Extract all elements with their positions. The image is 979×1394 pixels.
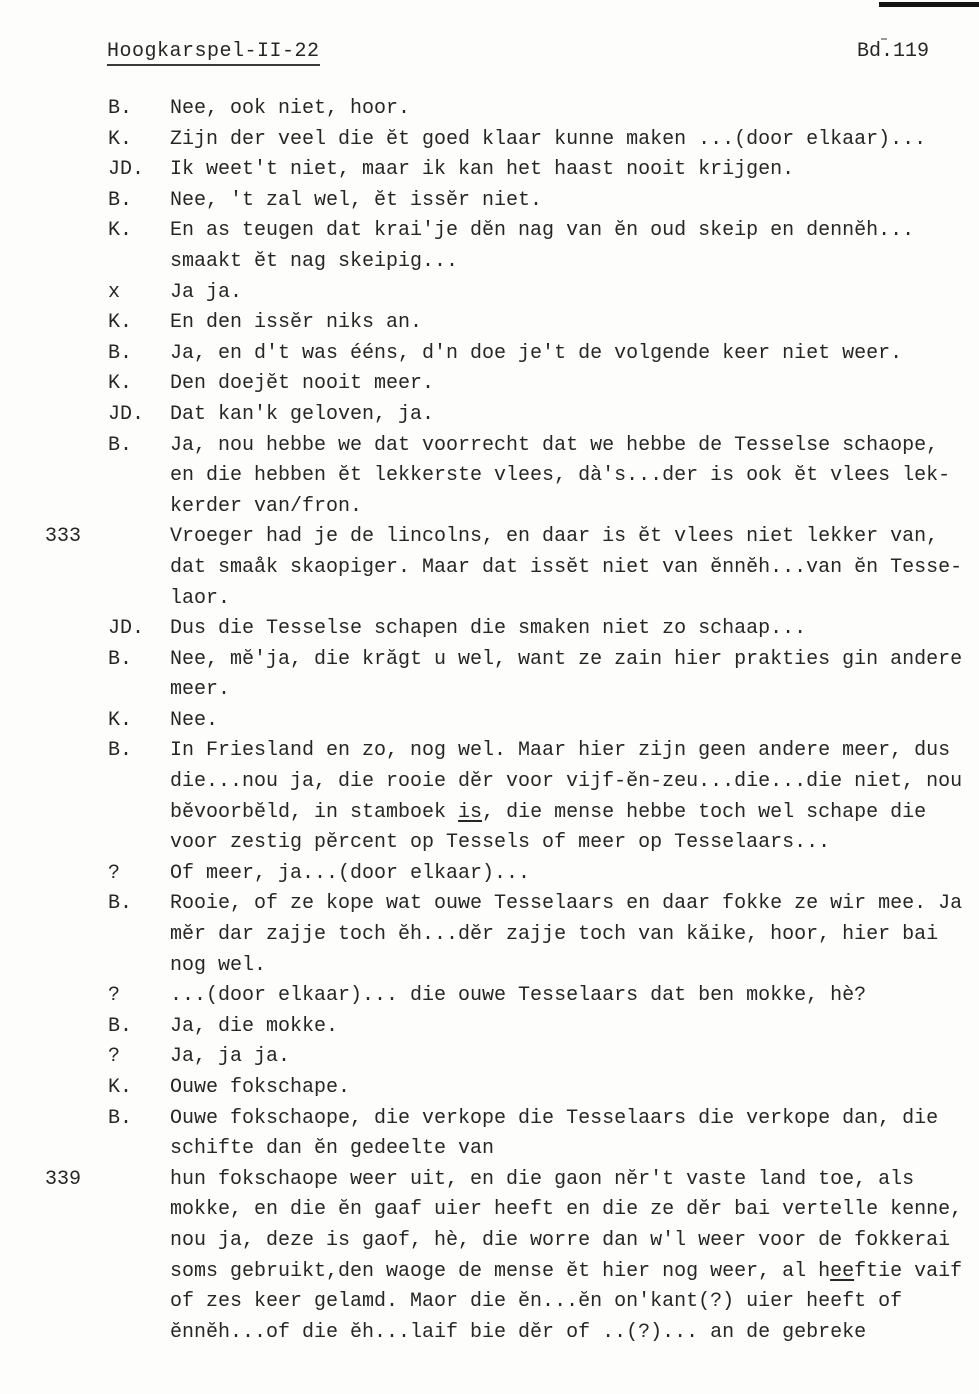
line-text: mĕr dar zajje toch ĕh...dĕr zajje toch van kăike, hoor, hier bai — [170, 923, 939, 947]
speaker-label: K. — [108, 1076, 133, 1099]
transcript-line — [0, 584, 979, 615]
margin-number — [0, 94, 108, 125]
margin-number — [0, 614, 108, 645]
scan-artifact-bar — [879, 2, 979, 7]
margin-number — [0, 553, 108, 584]
line-text: of zes keer gelamd. Maor die ĕn...ĕn on'kant(?) uier heeft of — [170, 1290, 903, 1314]
transcript-line — [0, 981, 979, 1012]
margin-number — [0, 675, 108, 706]
transcript-line — [0, 1012, 979, 1043]
line-text: meer. — [170, 678, 231, 702]
line-text: Ja ja. — [170, 280, 243, 304]
line-text: bĕvoorbĕld, in stamboek is, die mense hebbe toch wel schape die — [170, 800, 927, 824]
margin-number — [0, 369, 108, 400]
speaker-label: B. — [108, 1106, 133, 1130]
speaker-label: K. — [108, 219, 133, 243]
speaker-label — [108, 798, 170, 829]
margin-number — [0, 125, 108, 156]
transcript-line — [0, 767, 979, 798]
transcript-line — [0, 920, 979, 951]
speaker-label: B. — [108, 1014, 133, 1038]
transcript-line — [0, 1104, 979, 1135]
transcript-line — [0, 614, 979, 645]
speaker-label — [108, 1226, 170, 1257]
line-text: kerder van/fron. — [170, 494, 363, 518]
speaker-label: B. — [108, 647, 133, 671]
speaker-label: JD. — [108, 617, 145, 641]
margin-number — [0, 1134, 108, 1165]
margin-number — [0, 859, 108, 890]
transcript-line — [0, 859, 979, 890]
line-text: schifte dan ĕn gedeelte van — [170, 1137, 495, 1161]
line-text: soms gebruikt,den waoge de mense ĕt hier nog weer, al heeftie vaif — [170, 1259, 963, 1283]
transcript-line — [0, 431, 979, 462]
transcript-line — [0, 186, 979, 217]
line-text: Rooie, of ze kope wat ouwe Tesselaars en daar fokke ze wir mee. Ja — [170, 892, 963, 916]
speaker-label: B. — [108, 188, 133, 212]
transcript-line — [0, 369, 979, 400]
transcript-line — [0, 522, 979, 553]
margin-number — [0, 767, 108, 798]
transcript-line — [0, 216, 979, 247]
speaker-label — [108, 553, 170, 584]
margin-number — [0, 1257, 108, 1288]
margin-number — [0, 155, 108, 186]
margin-number: 339 — [45, 1167, 82, 1191]
transcript — [0, 94, 979, 1348]
volume-page-reference: Bd.119 — [856, 40, 929, 63]
line-text: laor. — [170, 586, 231, 610]
speaker-label: B. — [108, 892, 133, 916]
speaker-label — [108, 767, 170, 798]
speaker-label: K. — [108, 708, 133, 732]
line-text: Ik weet't niet, maar ik kan het haast nooit krijgen. — [170, 158, 795, 182]
speaker-label — [108, 247, 170, 278]
margin-number — [0, 431, 108, 462]
transcript-line — [0, 1318, 979, 1349]
line-text: Den doejĕt nooit meer. — [170, 372, 435, 396]
scan-artifact-mark — [881, 38, 887, 40]
speaker-label — [108, 1257, 170, 1288]
transcript-line — [0, 125, 979, 156]
speaker-label: B. — [108, 739, 133, 763]
transcript-line — [0, 461, 979, 492]
margin-number — [0, 1287, 108, 1318]
line-text: ...(door elkaar)... die ouwe Tesselaars dat ben mokke, hè? — [170, 984, 867, 1008]
line-text: hun fokschaope weer uit, en die gaon nĕr't vaste land toe, als — [170, 1167, 915, 1191]
line-text: nou ja, deze is gaof, hè, die worre dan w'l weer voor de fokkerai — [170, 1228, 951, 1252]
line-text: En den issĕr niks an. — [170, 311, 423, 335]
margin-number — [0, 828, 108, 859]
margin-number — [0, 584, 108, 615]
line-text: mokke, en die ĕn gaaf uier heeft en die ze dĕr bai vertelle kenne, — [170, 1198, 963, 1222]
speaker-label: ? — [108, 1045, 121, 1069]
line-text: In Friesland en zo, nog wel. Maar hier zijn geen andere meer, dus — [170, 739, 951, 763]
speaker-label — [108, 522, 170, 553]
transcript-line — [0, 1073, 979, 1104]
transcript-line — [0, 155, 979, 186]
line-text: Nee, mĕ'ja, die krăgt u wel, want ze zain hier prakties gin andere — [170, 647, 963, 671]
document-title: Hoogkarspel-II-22 — [107, 40, 320, 66]
margin-number — [0, 461, 108, 492]
line-text: smaakt ĕt nag skeipig... — [170, 249, 459, 273]
speaker-label — [108, 1134, 170, 1165]
transcript-line — [0, 247, 979, 278]
transcript-line — [0, 675, 979, 706]
line-text: Ouwe fokschape. — [170, 1076, 351, 1099]
line-text: Ouwe fokschaope, die verkope die Tesselaars die verkope dan, die — [170, 1106, 939, 1130]
transcript-line — [0, 1165, 979, 1196]
speaker-label: JD. — [108, 158, 145, 182]
speaker-label: ? — [108, 861, 121, 885]
speaker-label — [108, 584, 170, 615]
margin-number — [0, 1073, 108, 1104]
speaker-label — [108, 675, 170, 706]
margin-number — [0, 492, 108, 523]
transcript-line — [0, 1134, 979, 1165]
page-header — [0, 0, 979, 66]
line-text: En as teugen dat krai'je dĕn nag van ĕn oud skeip en dennĕh... — [170, 219, 915, 243]
margin-number — [0, 400, 108, 431]
margin-number — [0, 920, 108, 951]
speaker-label — [108, 461, 170, 492]
line-text: Zijn der veel die ĕt goed klaar kunne maken ...(door elkaar)... — [170, 127, 927, 151]
speaker-label: K. — [108, 127, 133, 151]
line-text: Dus die Tesselse schapen die smaken niet zo schaap... — [170, 617, 807, 641]
speaker-label: x — [108, 280, 121, 304]
transcript-line — [0, 1195, 979, 1226]
transcript-line — [0, 1257, 979, 1288]
margin-number — [0, 889, 108, 920]
speaker-label — [108, 1318, 170, 1349]
speaker-label — [108, 828, 170, 859]
margin-number — [0, 645, 108, 676]
margin-number — [0, 1042, 108, 1073]
margin-number — [0, 1195, 108, 1226]
speaker-label — [108, 920, 170, 951]
margin-number — [0, 247, 108, 278]
margin-number: 333 — [45, 525, 82, 549]
transcript-line — [0, 798, 979, 829]
speaker-label: K. — [108, 311, 133, 335]
line-text: Ja, nou hebbe we dat voorrecht dat we hebbe de Tesselse schaope, — [170, 433, 939, 457]
speaker-label: JD. — [108, 402, 145, 426]
transcript-line — [0, 645, 979, 676]
margin-number — [0, 798, 108, 829]
margin-number — [0, 706, 108, 737]
transcript-line — [0, 492, 979, 523]
transcript-line — [0, 400, 979, 431]
line-text: Nee, 't zal wel, ĕt issĕr niet. — [170, 188, 543, 212]
transcript-line — [0, 278, 979, 309]
line-text: dat smaåk skaopiger. Maar dat issĕt niet van ĕnnĕh...van ĕn Tesse- — [170, 555, 963, 579]
speaker-label: K. — [108, 372, 133, 396]
line-text: Nee. — [170, 708, 219, 732]
transcript-line — [0, 94, 979, 125]
margin-number — [0, 1012, 108, 1043]
transcript-line — [0, 308, 979, 339]
transcript-line — [0, 553, 979, 584]
transcript-line — [0, 951, 979, 982]
line-text: en die hebben ĕt lekkerste vlees, dà's...der is ook ĕt vlees lek- — [170, 464, 951, 488]
line-text: voor zestig pĕrcent op Tessels of meer op Tesselaars... — [170, 831, 831, 855]
transcript-line — [0, 1226, 979, 1257]
speaker-label — [108, 1195, 170, 1226]
transcript-line — [0, 1042, 979, 1073]
margin-number — [0, 951, 108, 982]
margin-number — [0, 736, 108, 767]
speaker-label: B. — [108, 433, 133, 457]
margin-number — [0, 981, 108, 1012]
line-text: Ja, die mokke. — [170, 1014, 339, 1038]
margin-number — [0, 1318, 108, 1349]
margin-number — [0, 308, 108, 339]
margin-number — [0, 339, 108, 370]
margin-number — [0, 186, 108, 217]
transcript-line — [0, 339, 979, 370]
transcript-line — [0, 736, 979, 767]
margin-number — [0, 278, 108, 309]
transcript-line — [0, 889, 979, 920]
speaker-label — [108, 492, 170, 523]
transcript-line — [0, 706, 979, 737]
line-text: Of meer, ja...(door elkaar)... — [170, 861, 531, 885]
transcript-line — [0, 1287, 979, 1318]
line-text: Ja, en d't was ééns, d'n doe je't de volgende keer niet weer. — [170, 341, 903, 365]
line-text: die...nou ja, die rooie dĕr voor vijf-ĕn-zeu...die...die niet, nou — [170, 770, 963, 794]
speaker-label: B. — [108, 341, 133, 365]
line-text: Ja, ja ja. — [170, 1045, 291, 1069]
margin-number — [0, 216, 108, 247]
speaker-label — [108, 1287, 170, 1318]
speaker-label: B. — [108, 97, 133, 120]
speaker-label — [108, 1165, 170, 1196]
margin-number — [0, 1226, 108, 1257]
line-text: Nee, ook niet, hoor. — [170, 97, 411, 120]
margin-number — [0, 1104, 108, 1135]
line-text: nog wel. — [170, 953, 267, 977]
line-text: ĕnnĕh...of die ĕh...laif bie dĕr of ..(?)... an de gebreke — [170, 1320, 867, 1344]
speaker-label: ? — [108, 984, 121, 1008]
speaker-label — [108, 951, 170, 982]
line-text: Vroeger had je de lincolns, en daar is ĕt vlees niet lekker van, — [170, 525, 939, 549]
line-text: Dat kan'k geloven, ja. — [170, 402, 435, 426]
transcript-line — [0, 828, 979, 859]
